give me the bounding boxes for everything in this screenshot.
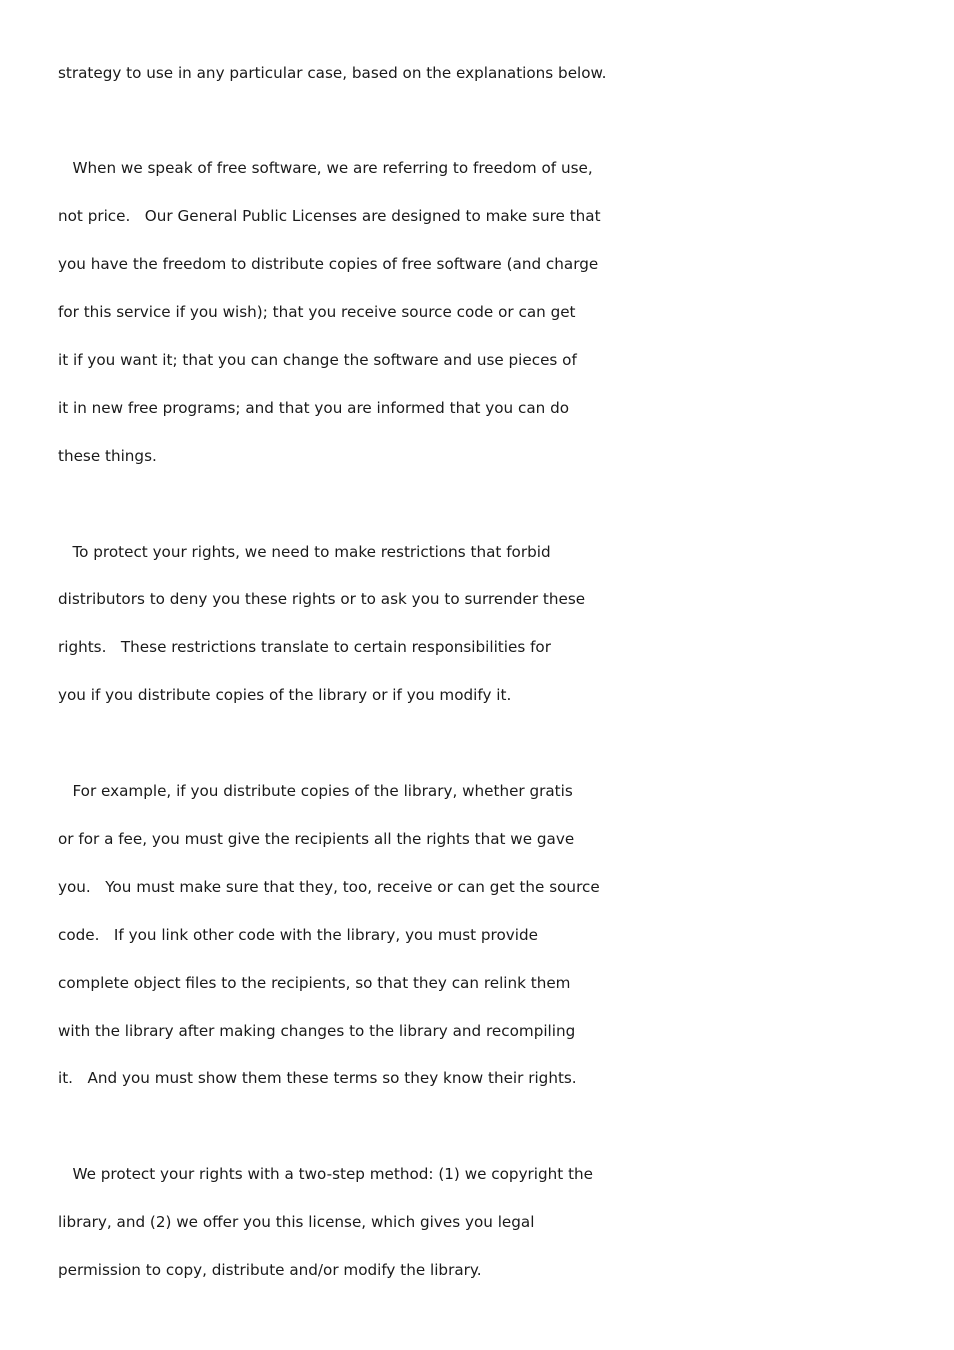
text-line: complete object files to the recipients, so that they can relink them [58, 974, 571, 992]
text-line: library, and (2) we offer you this license, which gives you legal [58, 1213, 535, 1231]
text-line: it if you want it; that you can change the software and use pieces of [58, 351, 577, 369]
text-line: you have the freedom to distribute copies of free software (and charge [58, 255, 599, 273]
text-line: it in new free programs; and that you are informed that you can do [58, 399, 570, 417]
text-line: We protect your rights with a two-step method: (1) we copyright the [58, 1165, 593, 1183]
text-line: distributors to deny you these rights or to ask you to surrender these [58, 590, 586, 608]
text-line: it. And you must show them these terms so they know their rights. [58, 1069, 577, 1087]
text-line: For example, if you distribute copies of the library, whether gratis [58, 782, 573, 800]
text-line: with the library after making changes to the library and recompiling [58, 1022, 576, 1040]
text-line: these things. [58, 447, 157, 465]
text-line: you if you distribute copies of the library or if you modify it. [58, 686, 512, 704]
text-line: not price. Our General Public Licenses are designed to make sure that [58, 207, 601, 225]
text-line: To protect your rights, we need to make restrictions that forbid [58, 543, 551, 561]
text-line: permission to copy, distribute and/or modify the library. [58, 1261, 482, 1279]
text-line: strategy to use in any particular case, based on the explanations below. [58, 64, 607, 82]
text-line: code. If you link other code with the library, you must provide [58, 926, 538, 944]
text-line: When we speak of free software, we are referring to freedom of use, [58, 159, 593, 177]
text-line: rights. These restrictions translate to certain responsibilities for [58, 638, 551, 656]
text-line: you. You must make sure that they, too, receive or can get the source [58, 878, 600, 896]
text-line: for this service if you wish); that you receive source code or can get [58, 303, 576, 321]
text-line: or for a fee, you must give the recipients all the rights that we gave [58, 830, 575, 848]
